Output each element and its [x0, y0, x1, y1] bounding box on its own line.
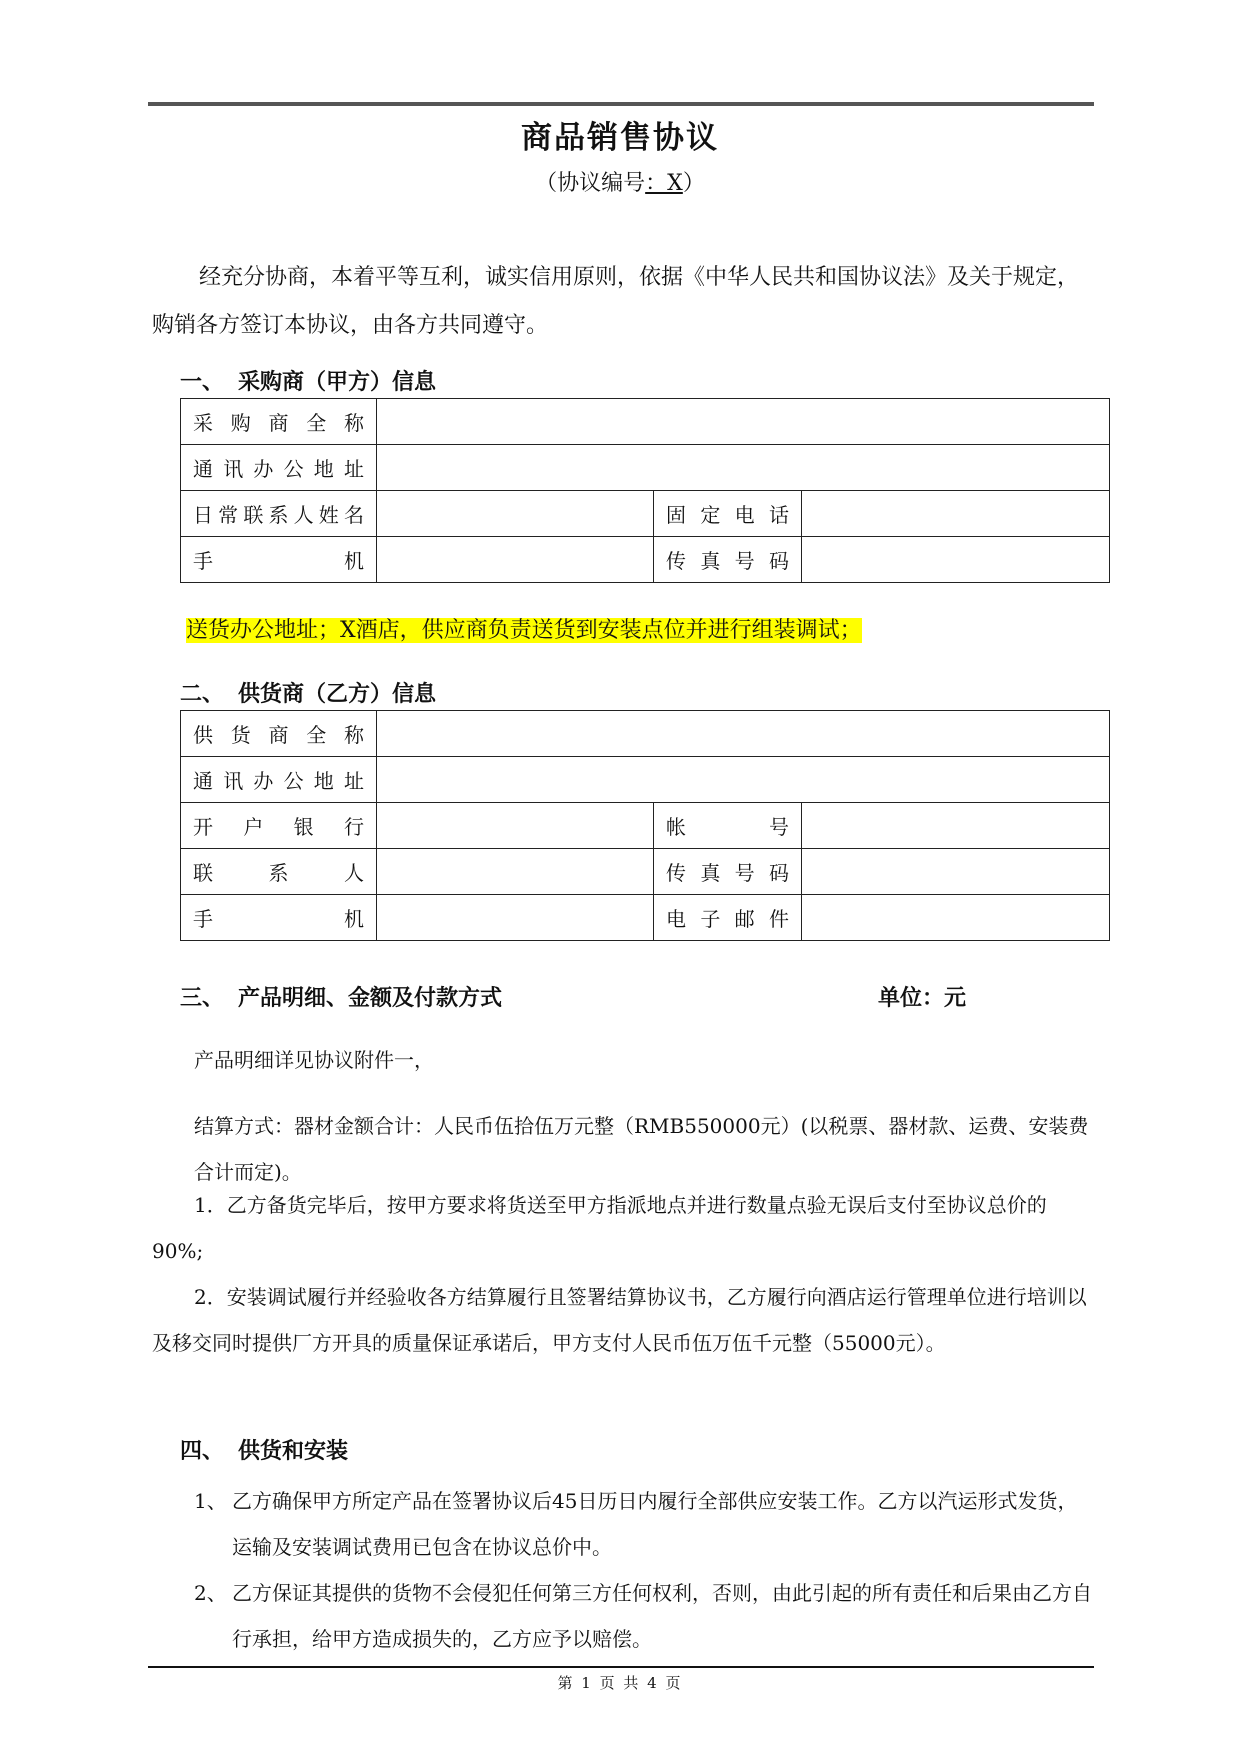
label-phone: 固 定 电 话 — [654, 491, 802, 537]
payment-term-2: 2．安装调试履行并经验收各方结算履行且签署结算协议书，乙方履行向酒店运行管理单位进行培训以及移交同时提供厂方开具的质量保证承诺后，甲方支付人民币伍万伍千元整（55000元）。 — [152, 1285, 1087, 1355]
table-row — [181, 895, 1110, 941]
buyer-info-table — [180, 398, 1110, 583]
supply-item-1-text: 乙方确保甲方所定产品在签署协议后45日历日内履行全部供应安装工作。乙方以汽运形式发货，运输及安装调试费用已包含在协议总价中。 — [232, 1489, 1078, 1559]
contact-name-field[interactable] — [377, 491, 654, 537]
buyer-address-field[interactable] — [377, 445, 1110, 491]
table-row — [181, 803, 1110, 849]
table-row — [181, 399, 1110, 445]
label-supplier-name: 供 货 商 全 称 — [181, 711, 377, 757]
section-title: 供货和安装 — [238, 1439, 349, 1464]
agreement-number-prefix: （协议编号 — [535, 171, 646, 196]
section-number: 三、 — [180, 986, 225, 1011]
header-rule — [148, 102, 1094, 106]
supplier-address-field[interactable] — [377, 757, 1110, 803]
label-bank: 开 户 银 行 — [181, 803, 377, 849]
phone-field[interactable] — [802, 491, 1110, 537]
fax-field[interactable] — [802, 849, 1110, 895]
label-email: 电 子 邮 件 — [654, 895, 802, 941]
section-title: 供货商（乙方）信息 — [238, 682, 437, 707]
bank-field[interactable] — [377, 803, 654, 849]
section-number: 二、 — [180, 682, 225, 707]
section-number: 一、 — [180, 370, 225, 395]
label-buyer-address: 通 讯 办 公 地 址 — [181, 445, 377, 491]
label-buyer-name: 采 购 商 全 称 — [181, 399, 377, 445]
supplier-info-table — [180, 710, 1110, 941]
agreement-number — [0, 166, 1240, 197]
label-contact-name: 日 常 联 系 人 姓 名 — [181, 491, 377, 537]
section-2-heading — [180, 677, 436, 708]
section-1-heading — [180, 365, 436, 396]
table-row — [181, 445, 1110, 491]
section-title: 产品明细、金额及付款方式 — [238, 986, 503, 1011]
agreement-number-suffix: ） — [682, 171, 705, 196]
intro-paragraph: 经充分协商，本着平等互利，诚实信用原则，依据《中华人民共和国协议法》及关于规定，购销各方签订本协议，由各方共同遵守。 — [152, 265, 1080, 338]
label-mobile: 手 机 — [181, 537, 377, 583]
label-contact: 联 系 人 — [181, 849, 377, 895]
footer-rule — [148, 1666, 1094, 1668]
table-row — [181, 849, 1110, 895]
table-row — [181, 491, 1110, 537]
table-row — [181, 711, 1110, 757]
page-footer: 第 1 页 共 4 页 — [557, 1674, 683, 1692]
fax-field[interactable] — [802, 537, 1110, 583]
label-account: 帐 号 — [654, 803, 802, 849]
settlement-paragraph: 结算方式：器材金额合计：人民币伍拾伍万元整（RMB550000元）(以税票、器材款、运费、安装费合计而定)。 — [194, 1114, 1089, 1184]
buyer-name-field[interactable] — [377, 399, 1110, 445]
account-field[interactable] — [802, 803, 1110, 849]
unit-label: 单位：元 — [878, 986, 967, 1011]
label-supplier-address: 通 讯 办 公 地 址 — [181, 757, 377, 803]
section-3-heading — [180, 981, 502, 1012]
supply-item-1-number: 1、 — [194, 1489, 227, 1513]
product-details-paragraph: 产品明细详见协议附件一， — [194, 1048, 434, 1072]
section-4-heading — [180, 1434, 348, 1465]
section-number: 四、 — [180, 1439, 225, 1464]
mobile-field[interactable] — [377, 537, 654, 583]
email-field[interactable] — [802, 895, 1110, 941]
label-fax: 传 真 号 码 — [654, 849, 802, 895]
supplier-name-field[interactable] — [377, 711, 1110, 757]
label-mobile: 手 机 — [181, 895, 377, 941]
payment-term-1: 1．乙方备货完毕后，按甲方要求将货送至甲方指派地点并进行数量点验无误后支付至协议总价的90%; — [152, 1193, 1047, 1263]
supply-item-2-text: 乙方保证其提供的货物不会侵犯任何第三方任何权利，否则，由此引起的所有责任和后果由乙方自行承担，给甲方造成损失的，乙方应予以赔偿。 — [232, 1581, 1092, 1651]
label-fax: 传 真 号 码 — [654, 537, 802, 583]
agreement-number-value[interactable]: ：X — [645, 171, 683, 196]
mobile-field[interactable] — [377, 895, 654, 941]
delivery-address-note — [186, 612, 862, 650]
table-row — [181, 537, 1110, 583]
supply-item-2-number: 2、 — [194, 1581, 227, 1605]
delivery-address-text: 送货办公地址；X酒店，供应商负责送货到安装点位并进行组装调试； — [186, 618, 862, 643]
contact-field[interactable] — [377, 849, 654, 895]
document-title: 商品销售协议 — [521, 120, 719, 156]
section-title: 采购商（甲方）信息 — [238, 370, 437, 395]
table-row — [181, 757, 1110, 803]
